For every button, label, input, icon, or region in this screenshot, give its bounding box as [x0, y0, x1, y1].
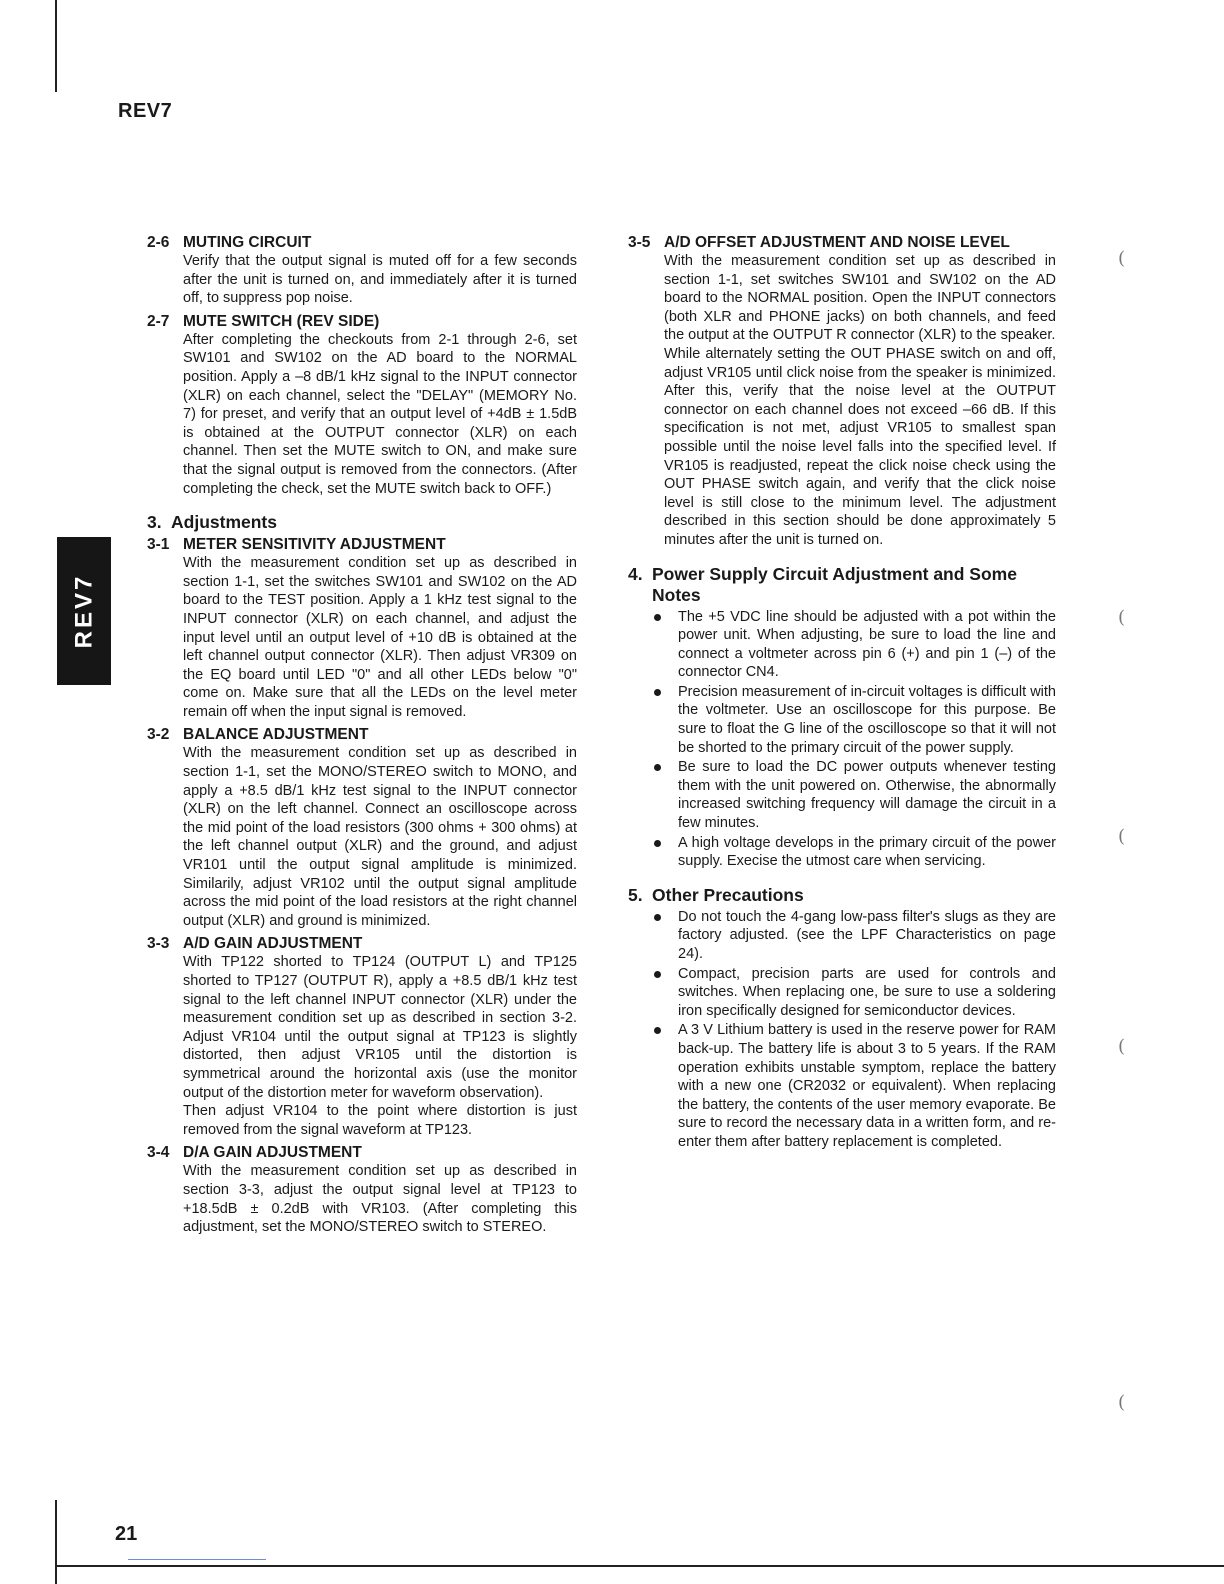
- section-3-5: [628, 233, 1056, 550]
- binding-edge-bottom: [55, 1500, 57, 1584]
- section-body: Verify that the output signal is muted off for a few seconds after the unit is turned on, and immediately after it is turned off, to suppress pop noise.: [183, 253, 577, 307]
- section-3-2: [147, 725, 577, 930]
- list-item: Be sure to load the DC power outputs whenever testing them with the unit powered on. Otherwise, the abnormally increased switching frequency will damage the circuit in a few minutes.: [654, 758, 1056, 832]
- section-number: 3-1: [147, 536, 170, 554]
- margin-mark: (: [1118, 607, 1126, 628]
- list-item: Do not touch the 4-gang low-pass filter's slugs as they are factory adjusted. (see the LPF Characteristics on page 24).: [654, 908, 1056, 964]
- left-column: [147, 233, 577, 1241]
- bottom-blue-mark: [128, 1559, 266, 1560]
- section-body: With the measurement condition set up as described in section 1-1, set the switches SW101 and SW102 on the AD board to the TEST position. Apply a 1 kHz test signal to the INPUT connector (XLR) on each channel, and adjust the input level until an output level of +10 dB is obtained at the left channel output connector (XLR). Then adjust VR309 on the EQ board until LED "0" and all other LEDs below "0" come on. Make sure that all the LEDs on the level meter remain off when the input signal is removed.: [183, 555, 577, 720]
- section-body: With the measurement condition set up as described in section 3-3, adjust the output signal level at TP123 to +18.5dB ± 0.2dB with VR103. (After completing this adjustment, set the MONO/STEREO switch to STEREO.: [183, 1163, 577, 1236]
- section-2-7: [147, 312, 577, 498]
- margin-mark: (: [1118, 1392, 1126, 1413]
- section-title: Adjustments: [171, 512, 277, 533]
- section-title: BALANCE ADJUSTMENT: [183, 726, 369, 744]
- right-column: [628, 233, 1056, 1153]
- section-2-6: [147, 233, 577, 308]
- power-supply-notes-list: [628, 608, 1056, 871]
- section-number: 3-4: [147, 1144, 170, 1162]
- section-title: MUTING CIRCUIT: [183, 234, 312, 251]
- list-item: Compact, precision parts are used for controls and switches. When replacing one, be sure to use a soldering iron specifically designed for semiconductor devices.: [654, 965, 1056, 1021]
- side-tab: [57, 537, 111, 685]
- list-item: A 3 V Lithium battery is used in the reserve power for RAM back-up. The battery life is about 3 to 5 years. If the RAM operation exhibits unstable symptom, replace the battery with a new one (CR2032 or equivalent). When replacing the battery, the contents of the user memory evaporate. Be sure to record the necessary data in a written form, and re-enter them after battery replacement is completed.: [654, 1021, 1056, 1151]
- margin-mark: (: [1118, 1036, 1126, 1057]
- list-item: Precision measurement of in-circuit voltages is difficult with the voltmeter. Use an oscilloscope for this purpose. Be sure to float the G line of the oscilloscope so that it will not be shorted to the primary circuit of the power supply.: [654, 683, 1056, 757]
- section-body: With the measurement condition set up as described in section 1-1, set the MONO/STEREO switch to MONO, and apply a +8.5 dB/1 kHz test signal to the INPUT connector (XLR) on the left channel. Connect an oscilloscope across the mid point of the load resistors (300 ohms + 300 ohms) at the left channel output (XLR) and the ground, and adjust VR101 until the output signal amplitude is minimized. Similarily, adjust VR102 until the output signal amplitude across the mid point of the load resistors at the right channel output (XLR) and ground is minimized.: [183, 745, 577, 929]
- section-3-1: [147, 535, 577, 721]
- section-title: Power Supply Circuit Adjustment and Some Notes: [652, 563, 1017, 605]
- section-5-heading: [628, 885, 1056, 906]
- section-body-continued: Then adjust VR104 to the point where distortion is just removed from the signal waveform at TP123.: [183, 1103, 577, 1138]
- section-title: A/D GAIN ADJUSTMENT: [183, 935, 363, 953]
- section-3-3: [147, 934, 577, 1139]
- section-number: 3-3: [147, 935, 170, 953]
- page-number: 21: [115, 1523, 138, 1545]
- header-model: REV7: [118, 100, 173, 122]
- binding-edge-top: [55, 0, 57, 92]
- section-title: MUTE SWITCH (REV SIDE): [183, 312, 380, 330]
- list-item: A high voltage develops in the primary circuit of the power supply. Execise the utmost care when servicing.: [654, 834, 1056, 871]
- section-body-continued: While alternately setting the OUT PHASE switch on and off, adjust VR105 until click noise from the speaker is minimized. After this, verify that the noise level at the OUTPUT connector on each channel does not exceed –66 dB. If this specification is not met, adjust VR105 to smallest span possible until the noise level falls into the specified level. If VR105 is readjusted, repeat the click noise check using the OUT PHASE switch again, and verify that the click noise level is still close to the minimum level. The adjustment described in this section should be done approximately 5 minutes after the unit is turned on.: [664, 345, 1056, 548]
- section-number: 3.: [147, 512, 162, 533]
- section-number: 5.: [628, 884, 643, 905]
- margin-mark: (: [1118, 826, 1126, 847]
- section-number: 2-6: [147, 234, 170, 251]
- section-3-4: [147, 1143, 577, 1236]
- section-body: With TP122 shorted to TP124 (OUTPUT L) and TP125 shorted to TP127 (OUTPUT R), apply a +8.5 dB/1 kHz test signal to the left channel INPUT connector (XLR) under the measurement condition set up as described in section 3-2. Adjust VR104 until the output signal at TP123 is slightly distorted, then adjust VR105 until the distortion is symmetrical around the horizontal axis (use the monitor output of the distortion meter for waveform observation).: [183, 954, 577, 1101]
- section-number: 3-2: [147, 726, 170, 744]
- section-title: METER SENSITIVITY ADJUSTMENT: [183, 536, 446, 554]
- section-title: Other Precautions: [652, 884, 804, 905]
- section-title: D/A GAIN ADJUSTMENT: [183, 1144, 362, 1162]
- section-title: A/D OFFSET ADJUSTMENT AND NOISE LEVEL: [664, 234, 1010, 251]
- section-number: 4.: [628, 563, 643, 584]
- section-number: 3-5: [628, 234, 651, 251]
- section-body: With the measurement condition set up as described in section 1-1, set switches SW101 and SW102 on the AD board to the NORMAL position. Open the INPUT connectors (both XLR and PHONE jacks) on both channels, and feed the output at the OUTPUT R connector (XLR) to the speaker.: [664, 253, 1056, 344]
- side-tab-label: REV7: [70, 573, 98, 649]
- section-3-heading: [147, 512, 577, 533]
- list-item: The +5 VDC line should be adjusted with a pot within the power unit. When adjusting, be sure to load the line and connect a voltmeter across pin 6 (+) and pin 1 (–) of the connector CN4.: [654, 608, 1056, 682]
- section-4-heading: [628, 564, 1056, 606]
- bottom-rule: [55, 1565, 1224, 1567]
- margin-mark: (: [1118, 248, 1126, 269]
- section-number: 2-7: [147, 312, 170, 330]
- section-body: After completing the checkouts from 2-1 through 2-6, set SW101 and SW102 on the AD board to the NORMAL position. Apply a –8 dB/1 kHz signal to the INPUT connector (XLR) on each channel, select the "DELAY" (MEMORY No. 7) for preset, and verify that an output level of +4dB ± 1.5dB is obtained at the OUTPUT connector (XLR) on each channel. Then set the MUTE switch to ON, and make sure that the signal output is removed from the connectors. (After completing the check, set the MUTE switch back to OFF.): [183, 331, 577, 497]
- other-precautions-list: [628, 908, 1056, 1152]
